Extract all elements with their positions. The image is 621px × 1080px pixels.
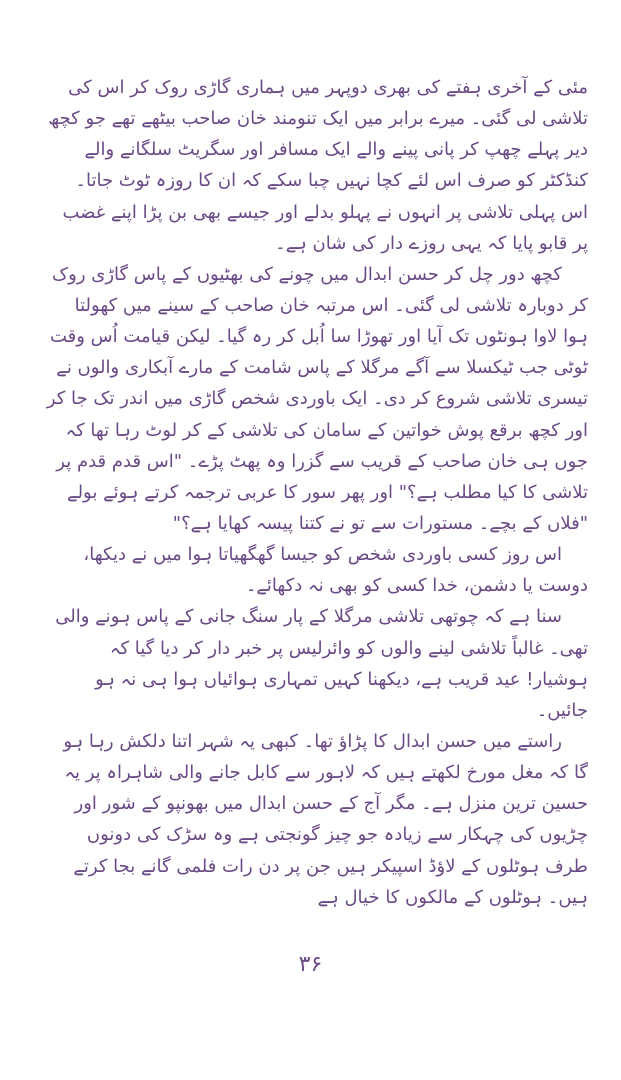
page-number: ۳۶ bbox=[298, 952, 323, 977]
paragraph-5: راستے میں حسن ابدال کا پڑاؤ تھا۔ کبھی یہ شہر اتنا دلکش رہا ہو گا کہ مغل مورخ لکھتے ہیں کہ لاہور سے کابل جانے والی شاہراہ پر یہ حسین ترین منزل ہے۔ مگر آج کے حسن ابدال میں بھونپو کے شور اور چڑیوں کی چہکار سے زیادہ جو چیز گونجتی ہے وہ سڑک کی دونوں طرف ہوٹلوں کے لاؤڈ اسپیکر ہیں جن پر دن رات فلمی گانے بجا کرتے ہیں۔ ہوٹلوں کے مالکوں کا خیال ہے bbox=[63, 730, 588, 908]
paragraph-3: اس روز کسی باوردی شخص کو جیسا گھگھیاتا ہوا میں نے دیکھا، دوست یا دشمن، خدا کسی کو بھی نہ دکھائے۔ bbox=[83, 544, 588, 597]
page-body-text bbox=[46, 72, 588, 913]
paragraph-1: مئی کے آخری ہفتے کی بھری دوپہر میں ہماری گاڑی روک کر اس کی تلاشی لی گئی۔ میرے برابر میں ایک تنومند خان صاحب بیٹھے تھے جو کچھ دیر پہلے چھپ کر پانی پینے والے ایک مسافر اور سگریٹ سلگانے والے کنڈکٹر کو صرف اس لئے کچا نہیں چبا سکے کہ ان کا روزہ ٹوٹ جاتا۔ اس پہلی تلاشی پر انہوں نے پہلو بدلے اور جیسے بھی بن پڑا اپنے غضب پر قابو پایا کہ یہی روزے دار کی شان ہے۔ bbox=[48, 77, 588, 254]
paragraph-4: سنا ہے کہ چوتھی تلاشی مرگلا کے پار سنگ جانی کے پاس ہونے والی تھی۔ غالباً تلاشی لینے والوں کو وائرلیس پر خبر دار کر دیا گیا کہ ہوشیار! عید قریب ہے، دیکھنا کہیں تمہاری ہوائیاں ہوا ہی نہ ہو جائیں۔ bbox=[55, 606, 588, 721]
paragraph-2: کچھ دور چل کر حسن ابدال میں چونے کی بھٹیوں کے پاس گاڑی روک کر دوبارہ تلاشی لی گئی۔ اس مرتبہ خان صاحب کے سینے میں کھولتا ہوا لاوا ہونٹوں تک آیا اور تھوڑا سا اُبل کر رہ گیا۔ لیکن قیامت اُس وقت ٹوٹی جب ٹیکسلا سے آگے مرگلا کے پاس شامت کے مارے آبکاری والوں نے تیسری تلاشی شروع کر دی۔ ایک باوردی شخص گاڑی میں اندر تک جا کر اور کچھ برقع پوش خواتین کے سامان کی تلاشی کے کر لوٹ رہا تھا کہ جوں ہی خان صاحب کے قریب سے گزرا وہ پھٹ پڑے۔ "اس قدم قدم پر تلاشی کا کیا مطلب ہے؟" اور پھر سور کا عربی ترجمہ کرتے ہوئے بولے "فلاں کے بچے۔ مستورات سے تو نے کتنا پیسہ کھایا ہے؟" bbox=[46, 263, 588, 534]
